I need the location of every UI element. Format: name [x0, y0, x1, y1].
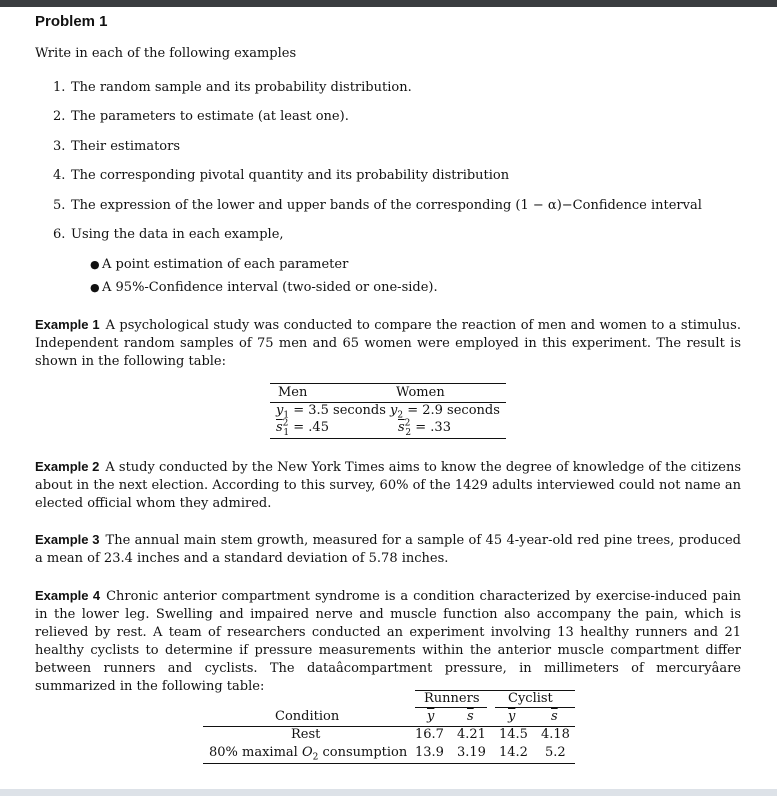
bullet-item: ● A 95%-Confidence interval (two-sided or one-side). — [90, 280, 438, 295]
stat-header: $\overline{s}$ — [551, 709, 558, 724]
men-mean-cell: $\overline{y}_1 = 3.5$ seconds — [276, 403, 386, 421]
bullet-icon: ● — [90, 258, 100, 271]
men-variance-cell: $\overline{s}^2_1 = .45$ — [276, 418, 329, 438]
table-bottom-rule — [203, 763, 575, 764]
value-cell: 14.2 — [499, 745, 528, 760]
table-header-men: Men — [278, 385, 308, 400]
window-bottom-bar — [0, 789, 777, 796]
pressure-table — [203, 690, 575, 765]
table-bottom-rule — [270, 438, 506, 439]
list-item: 6. Using the data in each example, — [53, 227, 284, 242]
group-header-runners: Runners — [424, 691, 480, 706]
stat-header: $\overline{y}$ — [427, 709, 435, 724]
value-cell: 5.2 — [545, 745, 566, 760]
group-header-cyclist: Cyclist — [508, 691, 553, 706]
table-header-women: Women — [396, 385, 445, 400]
problem-title: Problem 1 — [35, 13, 108, 30]
bullet-item: ● A point estimation of each parameter — [90, 257, 349, 272]
table-top-rule — [270, 383, 506, 384]
list-item: 3. Their estimators — [53, 139, 181, 154]
list-item: 5. The expression of the lower and upper bands of the corresponding (1 − α)−Confidence interval — [53, 198, 702, 213]
condition-cell: 80% maximal $O_2$ consumption — [209, 745, 408, 763]
women-variance-cell: $\overline{s}^2_2 = .33$ — [398, 418, 451, 438]
condition-header: Condition — [275, 709, 340, 724]
example-2: Example 2 A study conducted by the New York Times aims to know the degree of knowledge of the citizens about in the next election. According to this survey, 60% of the 1429 adults interviewed could not name an elected official whom they admired. — [35, 459, 741, 511]
example-1: Example 1 A psychological study was conducted to compare the reaction of men and women to a stimulus. Independent random samples of 75 men and 65 women were employed in this experiment. The result is shown in the following table: — [35, 317, 741, 369]
value-cell: 3.19 — [457, 745, 486, 760]
window-top-bar — [0, 0, 777, 7]
group-underline-runners — [415, 707, 487, 708]
women-mean-cell: $\overline{y}_2 = 2.9$ seconds — [390, 403, 500, 421]
example-4: Example 4 Chronic anterior compartment syndrome is a condition characterized by exercise-induced pain in the lower leg. Swelling and impaired nerve and muscle function also accompany the pain, which is relieved by rest. A team of researchers conducted an experiment involving 13 healthy runners and 21 healthy cyclists to determine if pressure measurements within the anterior muscle compartment differ between runners and cyclists. The dataâcompartment pressure, in millimeters of mercuryâare summarized in the following table: — [35, 588, 741, 694]
intro-text: Write in each of the following examples — [35, 46, 297, 61]
value-cell: 4.21 — [457, 727, 486, 742]
bullet-icon: ● — [90, 281, 100, 294]
value-cell: 16.7 — [415, 727, 444, 742]
list-item: 2. The parameters to estimate (at least one). — [53, 109, 349, 124]
stat-header: $\overline{y}$ — [508, 709, 516, 724]
value-cell: 4.18 — [541, 727, 570, 742]
value-cell: 13.9 — [415, 745, 444, 760]
value-cell: 14.5 — [499, 727, 528, 742]
condition-cell: Rest — [291, 727, 321, 742]
example-3: Example 3 The annual main stem growth, measured for a sample of 45 4-year-old red pine trees, produced a mean of 23.4 inches and a standard deviation of 5.78 inches. — [35, 532, 741, 566]
group-underline-cyclist — [495, 707, 575, 708]
list-item: 4. The corresponding pivotal quantity and its probability distribution — [53, 168, 510, 183]
stat-header: $\overline{s}$ — [467, 709, 474, 724]
list-item: 1. The random sample and its probability distribution. — [53, 80, 412, 95]
reaction-time-table — [270, 383, 506, 438]
